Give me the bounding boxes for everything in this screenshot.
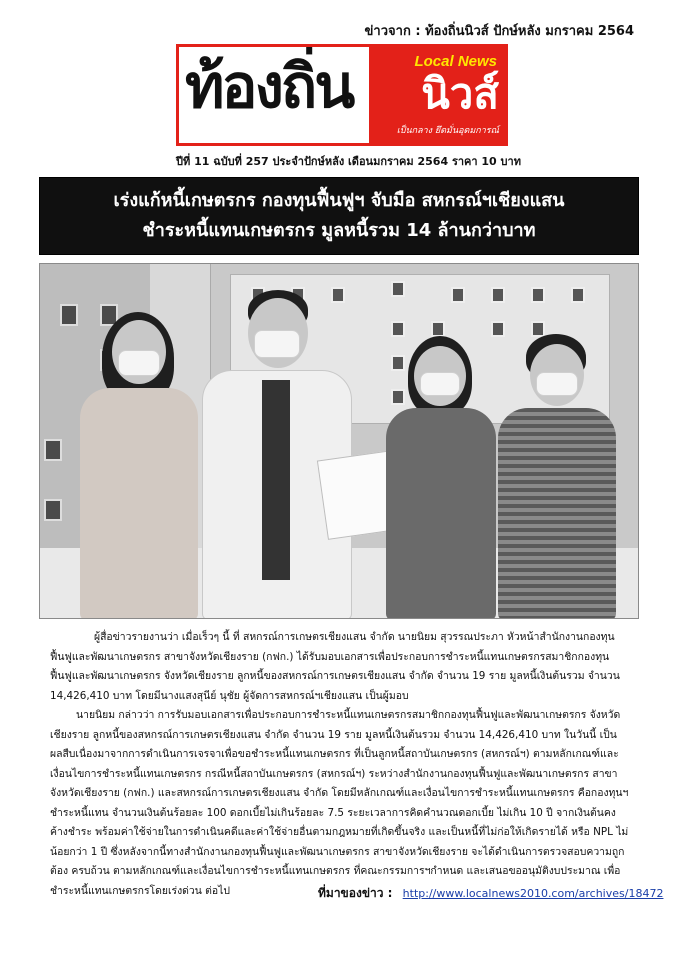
shirt-inner [262, 380, 290, 580]
masthead-title: ท้องถิ่น [185, 52, 353, 122]
person-body [498, 408, 616, 619]
person-right [498, 334, 618, 619]
org-chart-photo [431, 321, 445, 337]
masthead-slogan: เป็นกลาง ยึดมั่นอุดมการณ์ [396, 126, 499, 136]
news-photo [39, 263, 639, 619]
source-link[interactable]: http://www.localnews2010.com/archives/18472 [402, 887, 664, 900]
source-credit-bottom [318, 884, 663, 903]
masthead-red-panel [369, 47, 505, 143]
person-receiver [380, 336, 500, 619]
article-line: ฟื้นฟูและพัฒนาเกษตรกร สาขาจังหวัดเชียงราย (กฟก.) ได้รับมอบเอกสารเพื่อประกอบการชำระหนี้แทนเกษตรกรสมาชิกกองทุน [50, 650, 610, 663]
org-chart-photo [571, 287, 585, 303]
source-label: ที่มาของข่าว : [318, 886, 393, 900]
local-news-badge: Local News [414, 53, 497, 70]
article-line: เชียงราย ลูกหนี้ของสหกรณ์การเกษตรเชียงแสน จำกัด จำนวน 19 ราย มูลหนี้เงินต้นรวม จำนวน 14,426,410 บาท ในวันนี้ เป็น [50, 728, 617, 741]
article-body [50, 628, 638, 901]
face-mask [420, 372, 460, 396]
article-line: จังหวัดเชียงราย (กฟก.) และสหกรณ์การเกษตรเชียงแสน จำกัด โดยมีหลักเกณฑ์และเงื่อนไขการชำระหนี้แทนเกษตรกร คือกองทุนฯ [50, 787, 629, 799]
org-chart-photo [491, 287, 505, 303]
person-left [80, 312, 200, 619]
source-credit-top: ข่าวจาก : ท้องถิ่นนิวส์ ปักษ์หลัง มกราคม 2564 [364, 24, 634, 39]
headline-line-1: เร่งแก้หนี้เกษตรกร กองทุนฟื้นฟูฯ จับมือ สหกรณ์ฯเชียงแสน [113, 190, 565, 211]
headline-banner [39, 177, 639, 255]
face-mask [254, 330, 300, 358]
issue-info: ปีที่ 11 ฉบับที่ 257 ประจำปักษ์หลัง เดือนมกราคม 2564 ราคา 10 บาท [176, 155, 521, 168]
wall-frame [60, 304, 78, 326]
newspaper-masthead [176, 44, 508, 146]
headline-line-2: ชำระหนี้แทนเกษตรกร มูลหนี้รวม 14 ล้านกว่าบาท [142, 220, 536, 241]
article-line: ผลสืบเนื่องมาจากการดำเนินการเจรจาเพื่อขอชำระหนี้แทนเกษตรกร ที่เป็นลูกหนี้สถาบันเกษตรกร (สหกรณ์ฯ) ตามหลักเกณฑ์และ [50, 748, 619, 760]
article-line: น้อยกว่า 1 ปี ซึ่งหลังจากนี้ทางสำนักงานกองทุนฟื้นฟูและพัฒนาเกษตรกร สาขาจังหวัดเชียงราย จะได้ดำเนินการตรวจสอบความถูก [50, 845, 625, 858]
masthead-red-word: นิวส์ [421, 69, 499, 118]
wall-frame [44, 439, 62, 461]
article-line: ค้างชำระ พร้อมค่าใช้จ่ายในการดำเนินคดีและค่าใช้จ่ายอื่นตามกฎหมายที่เกิดขึ้นจริง และเป็นหนี้ที่ไม่ก่อให้เกิดรายได้ หรือ NPL ไม่ [50, 826, 629, 838]
org-chart-photo [391, 321, 405, 337]
article-line: ชำระหนี้แทน จำนวนเงินต้นร้อยละ 100 ดอกเบี้ยไม่เกินร้อยละ 7.5 ระยะเวลาการคิดคำนวณดอกเบี้ย ไม่เกิน 10 ปี จากเงินต้นคง [50, 806, 616, 819]
article-line: 14,426,410 บาท โดยมีนางแสงสุนีย์ นุชัย ผู้จัดการสหกรณ์ฯเชียงแสน เป็นผู้มอบ [50, 689, 409, 702]
org-chart-photo [451, 287, 465, 303]
face-mask [118, 350, 160, 376]
article-line: เงื่อนไขการชำระหนี้แทนเกษตรกร กรณีหนี้สถาบันเกษตรกร (สหกรณ์ฯ) ระหว่างสำนักงานกองทุนฟื้นฟูและพัฒนาเกษตรกร สาขา [50, 767, 618, 780]
article-line: ชำระหนี้แทนเกษตรกรโดยเร่งด่วน ต่อไป [50, 884, 230, 897]
article-line: นายนิยม กล่าวว่า การรับมอบเอกสารเพื่อประกอบการชำระหนี้แทนเกษตรกรสมาชิกกองทุนฟื้นฟูและพัฒนาเกษตรกร จังหวัด [76, 709, 621, 721]
person-man [202, 290, 352, 619]
org-chart-photo [531, 287, 545, 303]
wall-frame [44, 499, 62, 521]
article-line: ต้อง ครบถ้วน ตามหลักเกณฑ์และเงื่อนไขการชำระหนี้แทนเกษตรกร ที่คณะกรรมการฯกำหนด และเสนอขออนุมัติงบประมาณ เพื่อ [50, 865, 621, 877]
org-chart-photo [391, 281, 405, 297]
person-body [80, 388, 198, 619]
article-line: ผู้สื่อข่าวรายงานว่า เมื่อเร็วๆ นี้ ที่ สหกรณ์การเกษตรเชียงแสน จำกัด นายนิยม สุวรรณประภา หัวหน้าสำนักงานกองทุน [94, 631, 615, 643]
person-body [386, 408, 496, 619]
face-mask [536, 372, 578, 396]
article-line: ฟื้นฟูและพัฒนาเกษตรกร จังหวัดเชียงราย ลูกหนี้ของสหกรณ์การเกษตรเชียงแสน จำกัด จำนวน 19 ราย มูลหนี้เงินต้นรวม จำนวน [50, 670, 620, 682]
